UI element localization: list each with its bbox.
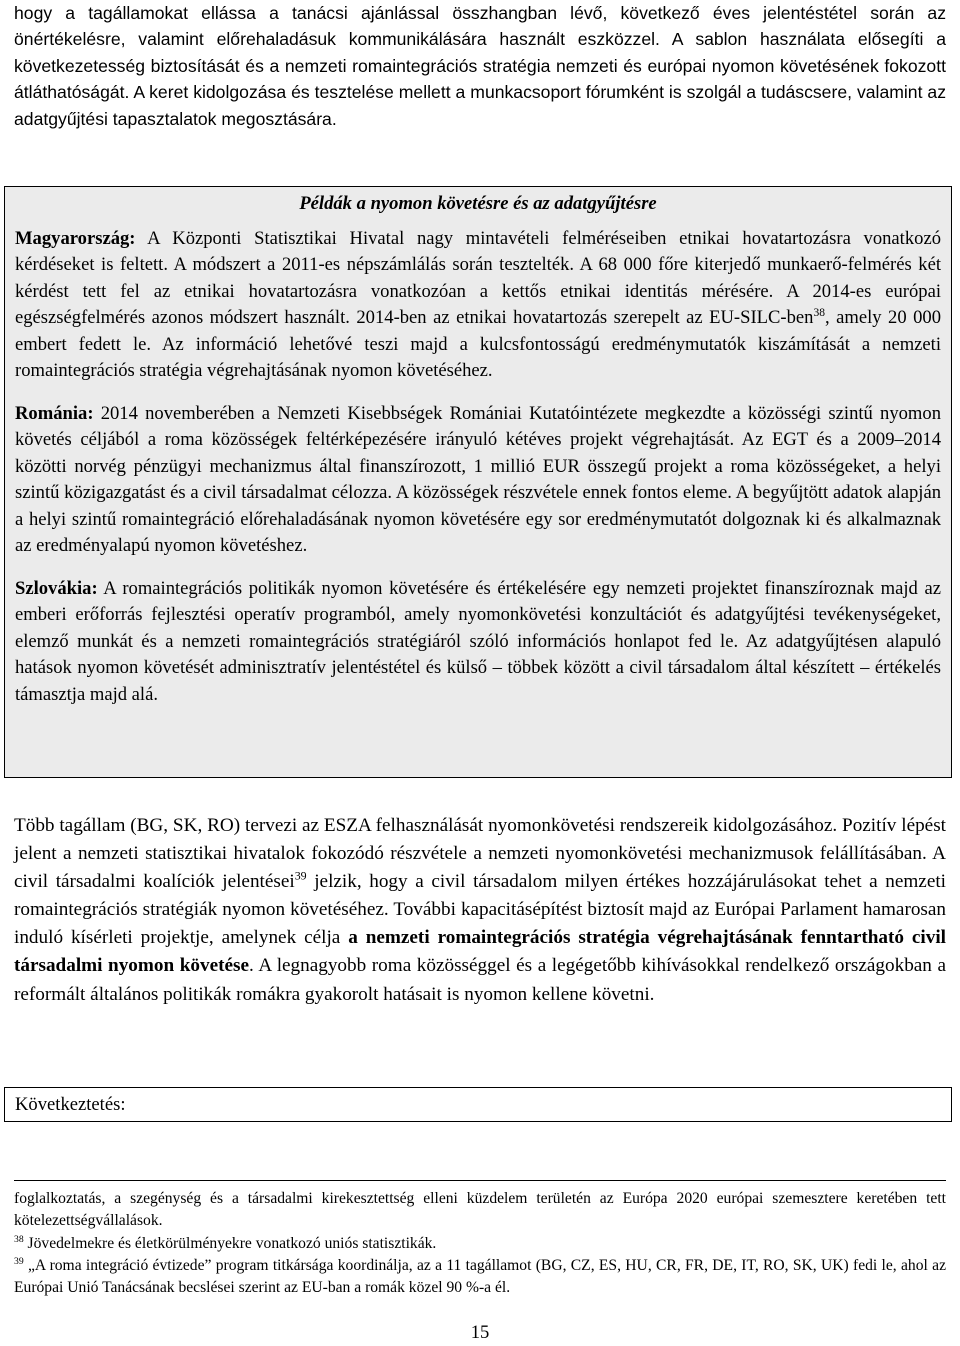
footnote-38-text: Jövedelmekre és életkörülményekre vonatkozó uniós statisztikák. xyxy=(23,1234,437,1252)
footnote-ref-38[interactable]: 38 xyxy=(813,306,825,319)
body-text-b: jelzik, hogy a civil társadalom milyen értékes hozzájárulásokat tehet a nemzeti romaintegrációs stratégiák nyomon követéséhez. További kapacitásépítést biztosít majd az Európai Parlament hamarosan induló kísérleti projektje, amelynek célja xyxy=(14,871,946,949)
footnotes xyxy=(14,1188,946,1299)
conclusion-label: Következtetés: xyxy=(15,1094,126,1115)
intro-text: hogy a tagállamokat ellássa a tanácsi ajánlással összhangban lévő, következő éves jelentéstétel során az önértékelésre, valamint előrehaladásuk kommunikálására használt eszközzel. A sablon használata elősegíti a következetesség biztosítását és a nemzeti romaintegrációs stratégia nemzeti és európai nyomon követésének fokozott átláthatóságát. A keret kidolgozása és tesztelése mellett a munkacsoport fórumként is szolgál a tudáscsere, valamint az adatgyűjtési tapasztalatok megosztására. xyxy=(14,3,946,129)
example-slovakia-label: Szlovákia: xyxy=(15,577,98,599)
footnote-39-number: 39 xyxy=(14,1255,24,1267)
example-hungary xyxy=(15,226,941,385)
example-slovakia-text: A romaintegrációs politikák nyomon követésére és értékelésére egy nemzeti projektet finanszíroznak majd az emberi erőforrás fejlesztési operatív programból, amely nyomonkövetési konzultációt és adatgyűjtési tevékenységeket, elemző munkát és a nemzeti romaintegrációs stratégiáról szóló információs honlapot fed le. Az adatgyűjtésen alapuló hatások nyomon követését adminisztratív jelentéstétel és külső – többek között a civil társadalom által készített – értékelés támasztja majd alá. xyxy=(15,577,941,705)
footnote-39 xyxy=(14,1255,946,1300)
example-romania xyxy=(15,401,941,560)
footnote-39-text: „A roma integráció évtizede” program titkársága koordinálja, az a 11 tagállamot (BG, CZ, ES, HU, CR, FR, DE, IT, RO, SK, UK) fedi le, ahol az Európai Unió Tanácsának becslései szerint az EU-ban a romák közel 90 %-a él. xyxy=(14,1256,946,1297)
body-paragraph xyxy=(14,812,946,1009)
body-text-c: . A legnagyobb roma közösséggel és a legégetőbb kihívásokkal rendelkező országokban a reformált általános politikák romákra gyakorolt hatásait is nyomon kellene követni. xyxy=(14,955,946,1005)
example-hungary-text-a: A Központi Statisztikai Hivatal nagy mintavételi felméréseiben etnikai hovatartozásra vonatkozó kérdéseket is feltett. A módszert a 2011-es népszámlálás során tesztelték. A 68 000 főre kiterjedő munkaerő-felmérés két kérdést tett fel az etnikai hovatartozásra vonatkozóan a kettős etnikai identitás mérésére. A 2014-es európai egészségfelmérés azonos módszert használt. 2014-ben az etnikai hovatartozás szerepelt az EU-SILC-ben xyxy=(15,227,941,328)
example-hungary-label: Magyarország: xyxy=(15,227,136,249)
body-text-a: Több tagállam (BG, SK, RO) tervezi az ESZA felhasználását nyomonkövetési rendszereik kidolgozásához. Pozitív lépést jelent a nemzeti statisztikai hivatalok fokozódó részvétele a nemzeti nyomonkövetési mechanizmusok felállításában. A civil társadalmi koalíciók jelentései xyxy=(14,815,946,893)
footnote-38 xyxy=(14,1233,946,1255)
footnote-ref-39[interactable]: 39 xyxy=(294,868,307,883)
page-number: 15 xyxy=(470,1322,490,1343)
examples-box-title: Példák a nyomon követésre és az adatgyűjtésre xyxy=(299,193,657,214)
examples-box xyxy=(4,186,952,778)
footnote-38-number: 38 xyxy=(14,1233,24,1245)
example-romania-text: 2014 novemberében a Nemzeti Kisebbségek Romániai Kutatóintézete megkezdte a közösségi szintű nyomon követés céljából a roma közösségek feltérképezésére irányuló kétéves projekt végrehajtását. Az EGT és a 2009–2014 közötti norvég pénzügyi mechanizmus által finanszírozott, 1 millió EUR összegű projekt a roma közösségeket, a helyi szintű közigazgatást és a civil társadalmat célozza. A közösségek részvétele ennek fontos eleme. A begyűjtött adatok alapján a helyi szintű romaintegráció előrehaladásának nyomon követésére egy sor eredménymutatót dolgoznak ki és alkalmaznak az eredményalapú nyomon követéshez. xyxy=(15,402,941,556)
footnote-continuation: foglalkoztatás, a szegénység és a társadalmi kirekesztettség elleni küzdelem területén az Európa 2020 európai szemesztere keretében tett kötelezettségvállalások. xyxy=(14,1190,946,1230)
example-slovakia xyxy=(15,576,941,709)
example-hungary-text-b: , amely 20 000 embert fedett le. Az információ lehetővé teszi majd a kulcsfontosságú eredménymutatók kiszámítását a nemzeti romaintegrációs stratégia végrehajtásának nyomon követéséhez. xyxy=(15,307,942,381)
body-bold-text: a nemzeti romaintegrációs stratégia végrehajtásának fenntartható civil társadalmi nyomon követése xyxy=(14,927,946,977)
footnote-separator xyxy=(14,1180,946,1181)
conclusion-box xyxy=(4,1087,952,1122)
example-romania-label: Románia: xyxy=(15,402,94,424)
intro-paragraph xyxy=(14,0,946,132)
